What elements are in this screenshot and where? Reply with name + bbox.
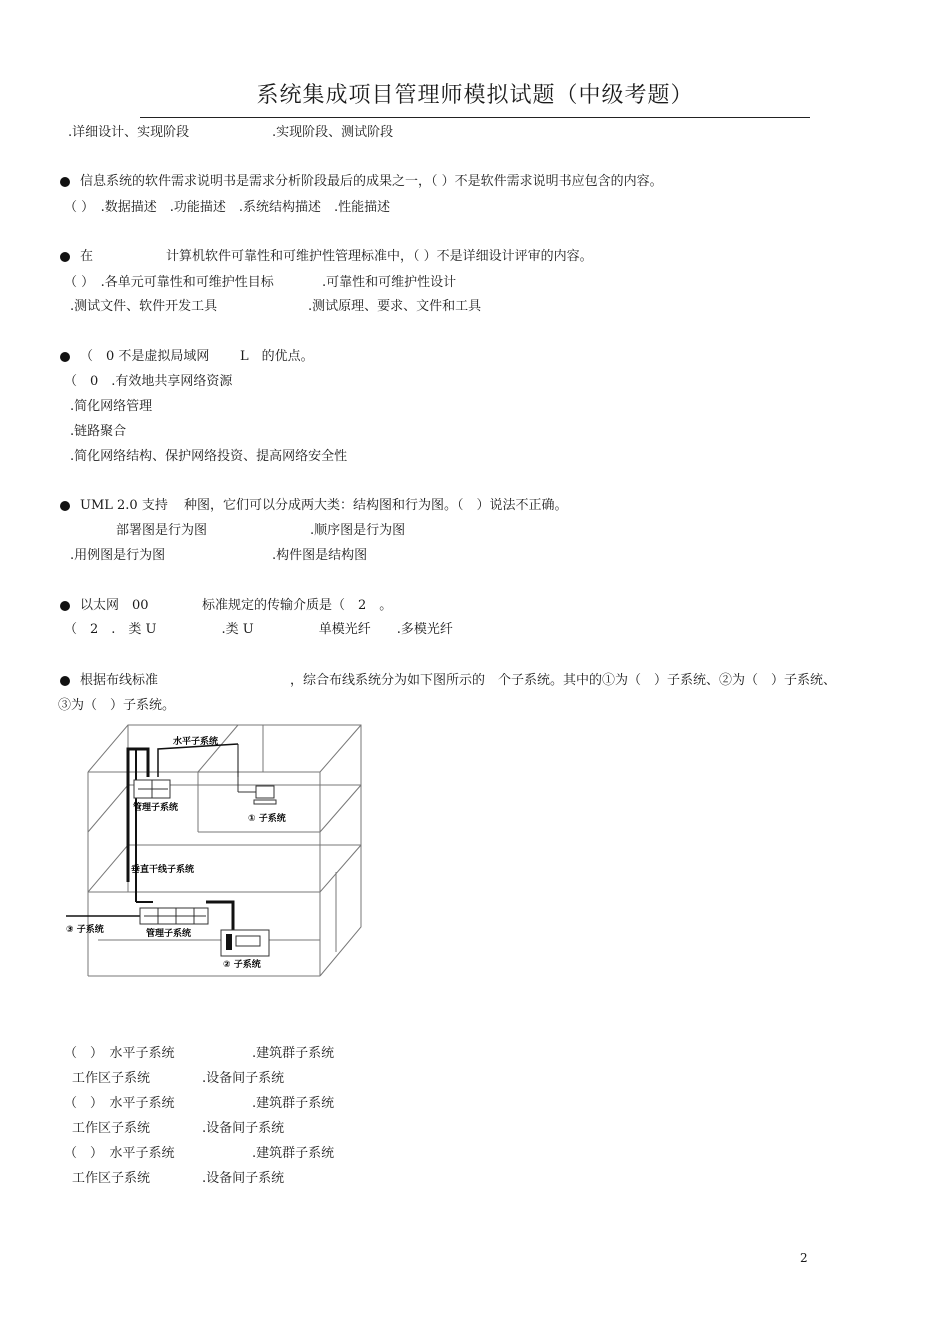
answer-line: （ ） 水平子系统 [64, 1096, 175, 1111]
question-text: 种图，它们可以分成两大类：结构图和行为图。（ ）说法不正确。 [184, 498, 568, 513]
question-text: ③为（ ）子系统。 [58, 698, 176, 713]
option-line: .简化网络结构、保护网络投资、提高网络安全性 [70, 449, 348, 464]
bullet-icon [60, 252, 70, 262]
answer-line: .设备间子系统 [202, 1071, 285, 1086]
page-number: 2 [800, 1251, 808, 1265]
option-line: （ ） .数据描述 .功能描述 .系统结构描述 .性能描述 [64, 200, 391, 215]
answer-line: .设备间子系统 [202, 1171, 285, 1186]
question-text: 根据布线标准 [80, 673, 159, 688]
label-subsystem-1: ① 子系统 [248, 814, 286, 824]
page-title: 系统集成项目管理师模拟试题（中级考题） [256, 83, 694, 108]
label-vertical-backbone-subsystem: 垂直干线子系统 [131, 865, 195, 875]
question-text: 以太网 00 [80, 598, 149, 613]
question-text: 标准规定的传输介质是（ 2 。 [202, 598, 393, 613]
question-text: UML 2.0 支持 [80, 498, 168, 513]
option-line: （ 0 .有效地共享网络资源 [64, 374, 233, 389]
bullet-icon [60, 352, 70, 362]
option-line: .可靠性和可维护性设计 [322, 275, 457, 290]
bullet-icon [60, 601, 70, 611]
question-text: 计算机软件可靠性和可维护性管理标准中，（ ）不是详细设计评审的内容。 [166, 249, 593, 264]
option-line: .用例图是行为图 [70, 548, 166, 563]
label-horizontal-subsystem: 水平子系统 [173, 737, 219, 747]
label-subsystem-2: ② 子系统 [223, 960, 261, 970]
cabling-diagram [58, 722, 368, 984]
bullet-icon [60, 177, 70, 187]
question-text: L 的优点。 [240, 349, 314, 364]
option-line: .顺序图是行为图 [310, 523, 406, 538]
label-management-subsystem-bottom: 管理子系统 [146, 929, 192, 939]
answer-line: 工作区子系统 [72, 1121, 151, 1136]
option-line: 部署图是行为图 [116, 523, 208, 538]
option-line: .详细设计、实现阶段 [68, 125, 190, 140]
answer-line: .设备间子系统 [202, 1121, 285, 1136]
option-line: .实现阶段、测试阶段 [272, 125, 394, 140]
label-subsystem-3: ③ 子系统 [66, 925, 104, 935]
answer-line: 工作区子系统 [72, 1171, 151, 1186]
bullet-icon [60, 501, 70, 511]
answer-line: 工作区子系统 [72, 1071, 151, 1086]
answer-line: （ ） 水平子系统 [64, 1146, 175, 1161]
question-text: 在 [80, 249, 94, 264]
answer-line: （ ） 水平子系统 [64, 1046, 175, 1061]
question-text: （ 0 不是虚拟局域网 [80, 349, 210, 364]
answer-line: .建筑群子系统 [252, 1046, 335, 1061]
question-text: ，综合布线系统分为如下图所示的 个子系统。其中的①为（ ）子系统、②为（ ）子系统、 [290, 673, 837, 688]
title-underline [140, 117, 810, 118]
question-text: 信息系统的软件需求说明书是需求分析阶段最后的成果之一，（ ）不是软件需求说明书应包含的内容。 [80, 174, 663, 189]
bullet-icon [60, 676, 70, 686]
option-line: （ 2 . 类 U .类 U 单模光纤 .多模光纤 [64, 622, 453, 637]
label-management-subsystem-top: 管理子系统 [133, 803, 179, 813]
option-line: .简化网络管理 [70, 399, 153, 414]
answer-line: .建筑群子系统 [252, 1146, 335, 1161]
option-line: .链路聚合 [70, 424, 127, 439]
option-line: .构件图是结构图 [272, 548, 368, 563]
option-line: .测试原理、要求、文件和工具 [308, 299, 482, 314]
option-line: （ ） .各单元可靠性和可维护性目标 [64, 275, 274, 290]
answer-line: .建筑群子系统 [252, 1096, 335, 1111]
option-line: .测试文件、软件开发工具 [70, 299, 218, 314]
